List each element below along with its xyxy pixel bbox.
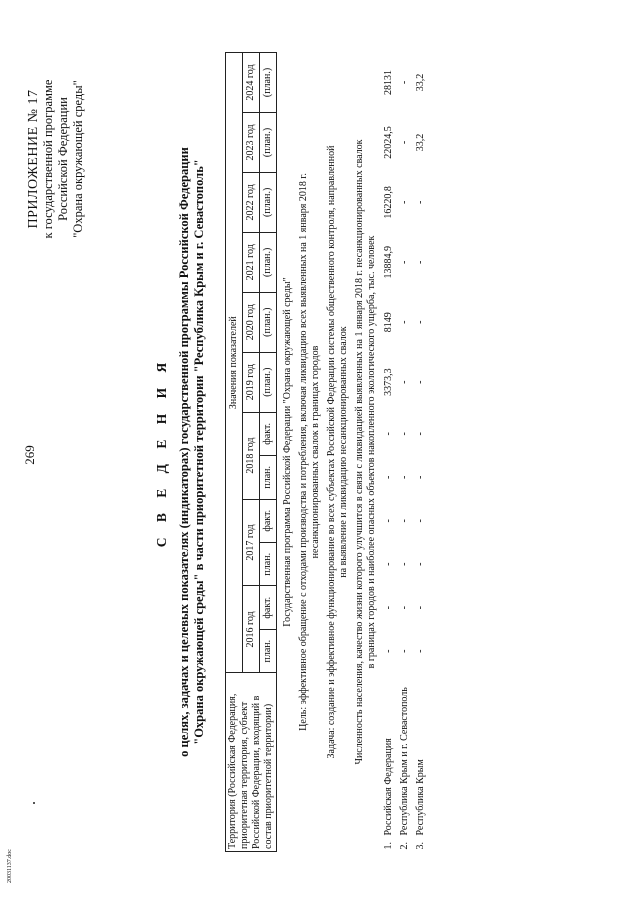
appendix-title: ПРИЛОЖЕНИЕ № 17 <box>26 89 41 229</box>
table-cell: - <box>399 140 410 145</box>
plan-header: (план.) <box>260 232 277 292</box>
plan-header: (план.) <box>260 352 277 412</box>
row-name: Республика Крым и г. Севастополь <box>399 687 410 836</box>
document-title: С В Е Д Е Н И Я <box>154 356 169 548</box>
table-cell: - <box>399 562 410 566</box>
table-cell: - <box>383 475 394 479</box>
table-cell: - <box>415 380 426 384</box>
table-cell: - <box>415 606 426 610</box>
table-cell: - <box>383 519 394 523</box>
goal-line: Цель: эффективное обращение с отходами производства и потребления, включая ликвидацию всех выявленных на 1 января 2018 г. <box>298 173 309 731</box>
task-line: Задача: создание и эффективное функционирование во всех субъектах Российской Федерации системы общественного контроля, направленной <box>326 145 337 759</box>
goal-line: несанкционированных свалок в границах городов <box>310 345 321 559</box>
table-cell: - <box>399 649 410 653</box>
document-heading <box>154 42 207 862</box>
table-cell: - <box>415 649 426 653</box>
heading-line: "Охрана окружающей среды" в части приоритетной территории "Республика Крым и г. Севастополь" <box>192 159 206 745</box>
program-row: Государственная программа Российской Федерации "Охрана окружающей среды" <box>282 277 293 627</box>
row-name: Республика Крым <box>415 759 426 836</box>
plan-header: план. <box>260 629 277 672</box>
table-cell: 28131 <box>383 70 394 95</box>
table-row <box>411 53 427 852</box>
table-cell: 3373,3 <box>383 368 394 396</box>
rotated-page <box>20 22 620 882</box>
table-cell: 13884,9 <box>383 246 394 279</box>
plan-header: (план.) <box>260 292 277 352</box>
table-cell: - <box>415 562 426 566</box>
year-header: 2017 год <box>243 499 260 586</box>
indicators-table <box>225 52 427 852</box>
indicator-line: в границах городов и наиболее опасных объектов накопленного экологического ущерба, тыс. человек <box>366 235 377 669</box>
territory-header: Территория (Российская Федерация, приоритетная территория, субъект Российской Федерации, входящий в состав приоритетной территории) <box>226 673 277 852</box>
table-cell: - <box>399 606 410 610</box>
table-cell: 16220,8 <box>383 186 394 219</box>
plan-header: (план.) <box>260 53 277 113</box>
year-header: 2016 год <box>243 586 260 673</box>
plan-header: (план.) <box>260 172 277 232</box>
row-label <box>379 673 395 852</box>
task-line: на выявление и ликвидацию несанкционированных свалок <box>338 326 349 578</box>
row-number: 2. <box>399 842 410 850</box>
document-id: 20031137.doc <box>7 849 13 883</box>
fact-header: факт. <box>260 499 277 542</box>
table-cell: - <box>415 475 426 479</box>
row-number: 1. <box>383 842 394 850</box>
table-cell: - <box>399 80 410 85</box>
plan-header: план. <box>260 456 277 499</box>
table-cell: - <box>415 260 426 264</box>
year-header: 2018 год <box>243 412 260 499</box>
table-cell: - <box>399 432 410 436</box>
page-number: 269 <box>22 445 37 465</box>
appendix-line: Российской Федерации <box>56 97 70 221</box>
table-cell: 33,2 <box>415 73 426 92</box>
table-cell: - <box>383 606 394 610</box>
appendix-block <box>26 34 86 284</box>
table-cell: - <box>383 649 394 653</box>
indicator-line: Численность населения, качество жизни которого улучшится в связи с ликвидацией выявленных на 1 января 2018 г. несанкционированных свалок <box>354 139 365 765</box>
goal-row <box>295 53 323 852</box>
table-cell: - <box>415 320 426 324</box>
table-cell: - <box>383 562 394 566</box>
year-header: 2022 год <box>243 172 260 232</box>
table-cell: - <box>399 260 410 264</box>
table-cell: - <box>383 432 394 436</box>
table-cell: - <box>399 519 410 523</box>
indicator-row <box>351 53 379 852</box>
values-header: Значения показателей <box>226 53 243 673</box>
table-cell: 8149 <box>383 312 394 333</box>
year-header: 2023 год <box>243 112 260 172</box>
table-cell: - <box>415 432 426 436</box>
year-header: 2019 год <box>243 352 260 412</box>
row-label <box>411 673 427 852</box>
heading-line: о целях, задачах и целевых показателях (индикаторах) государственной программы Российской Федерации <box>177 147 191 757</box>
table-row <box>379 53 395 852</box>
table-cell: - <box>415 519 426 523</box>
row-number: 3. <box>415 842 426 850</box>
table-row <box>395 53 411 852</box>
appendix-line: к государственной программе <box>41 79 55 239</box>
table-cell: - <box>415 200 426 205</box>
fact-header: факт. <box>260 412 277 455</box>
table-cell: - <box>399 475 410 479</box>
table-cell: - <box>399 380 410 384</box>
task-row <box>323 53 351 852</box>
plan-header: план. <box>260 543 277 586</box>
table-cell: - <box>399 320 410 324</box>
year-header: 2024 год <box>243 53 260 113</box>
year-header: 2021 год <box>243 232 260 292</box>
fact-header: факт. <box>260 586 277 629</box>
year-header: 2020 год <box>243 292 260 352</box>
table-cell: 22024,5 <box>383 126 394 159</box>
plan-header: (план.) <box>260 112 277 172</box>
table-cell: - <box>399 200 410 205</box>
appendix-line: "Охрана окружающей среды" <box>71 80 85 238</box>
row-label <box>395 673 411 852</box>
row-name: Российская Федерация <box>383 738 394 836</box>
table-cell: 33,2 <box>415 133 426 152</box>
